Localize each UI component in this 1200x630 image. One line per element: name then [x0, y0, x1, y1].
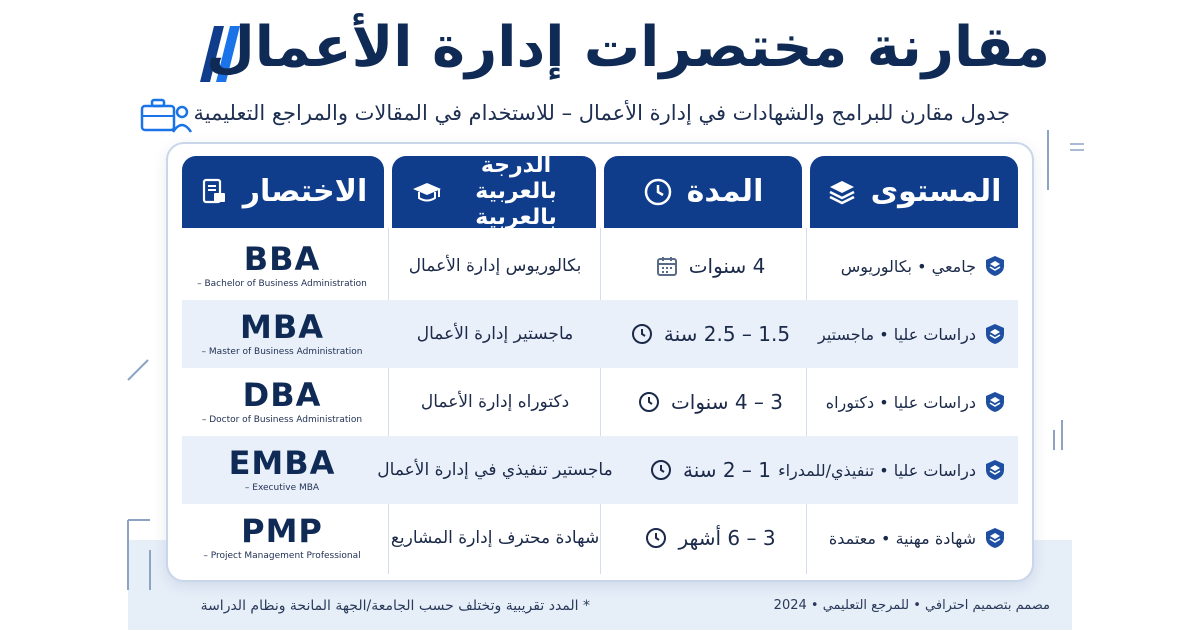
graduation-cap-icon [412, 177, 442, 207]
level-badge-icon [984, 459, 1006, 481]
table-row [182, 232, 1018, 300]
header-abbreviation [182, 156, 384, 228]
document-icon [199, 177, 229, 207]
abbreviation-full-name: – Doctor of Business Administration [201, 415, 363, 425]
level-cell [778, 436, 1018, 504]
abbreviation: PMP [241, 512, 323, 550]
level-cell [822, 232, 1018, 300]
duration-cell [608, 232, 812, 300]
header-duration-label: المدة [686, 174, 764, 209]
header-degree [392, 153, 596, 230]
duration-cell [608, 300, 812, 368]
layers-icon [827, 177, 857, 207]
decorative-lines-right [1040, 120, 1090, 460]
header-level [810, 156, 1018, 228]
level-badge-icon [984, 527, 1006, 549]
level-cell [818, 300, 1018, 368]
abbreviation: MBA [240, 308, 324, 346]
abbreviation-full-name: – Project Management Professional [203, 551, 361, 561]
duration-cell [608, 504, 812, 572]
level-text: دراسات عليا • تنفيذي/للمدراء [778, 460, 976, 480]
level-text: شهادة مهنية • معتمدة [828, 528, 976, 548]
abbreviation: EMBA [228, 444, 336, 482]
page-subtitle: جدول مقارن للبرامج والشهادات في إدارة الأعمال – للاستخدام في المقالات والمراجع التعليمية [193, 101, 1010, 125]
level-cell [822, 504, 1018, 572]
credit-line: مصمم بتصميم احترافي • للمرجع التعليمي • 2024 [773, 598, 1050, 613]
table-row [182, 300, 1018, 368]
briefcase-person-icon [140, 96, 192, 136]
header-duration [604, 156, 802, 228]
calendar-icon [655, 254, 679, 278]
abbreviation-cell [182, 504, 382, 572]
duration-text: 1 – 2 سنة [682, 458, 772, 482]
duration-text: 1.5 – 2.5 سنة [663, 322, 791, 346]
level-text: دراسات عليا • ماجستير [818, 324, 976, 344]
table-row [182, 368, 1018, 436]
abbreviation-full-name: – Bachelor of Business Administration [197, 279, 367, 289]
duration-cell [608, 368, 812, 436]
level-badge-icon [984, 323, 1006, 345]
table-row [182, 504, 1018, 572]
level-cell [822, 368, 1018, 436]
degree-cell: ماجستير إدارة الأعمال [416, 324, 574, 344]
degree-cell: ماجستير تنفيذي في إدارة الأعمال [377, 460, 613, 480]
footnote: * المدد تقريبية وتختلف حسب الجامعة/الجهة المانحة ونظام الدراسة [200, 598, 590, 614]
clock-icon [643, 177, 673, 207]
duration-text: 4 سنوات [688, 254, 766, 278]
header-degree-label: الدرجة بالعربية بالعربية [475, 153, 557, 230]
table-row [182, 436, 1018, 504]
level-text: دراسات عليا • دكتوراه [825, 392, 976, 412]
page-title: مقارنة مختصرات إدارة الأعمال [206, 15, 1050, 80]
abbreviation: DBA [242, 376, 322, 414]
abbreviation-cell [182, 300, 382, 368]
clock-icon [630, 322, 654, 346]
degree-cell: شهادة محترف إدارة المشاريع [390, 528, 600, 548]
degree-cell: دكتوراه إدارة الأعمال [420, 392, 570, 412]
clock-icon [637, 390, 661, 414]
header-level-label: المستوى [870, 174, 1002, 209]
abbreviation-full-name: – Master of Business Administration [201, 347, 363, 357]
duration-text: 3 – 4 سنوات [670, 390, 784, 414]
level-badge-icon [984, 391, 1006, 413]
abbreviation-cell [182, 232, 382, 300]
abbreviation-full-name: – Executive MBA [244, 483, 320, 493]
duration-text: 3 – 6 أشهر [678, 526, 776, 550]
abbreviation-cell [182, 436, 382, 504]
level-badge-icon [984, 255, 1006, 277]
abbreviation-cell [182, 368, 382, 436]
level-text: جامعي • بكالوريوس [840, 256, 976, 276]
degree-cell: بكالوريوس إدارة الأعمال [408, 256, 582, 276]
clock-icon [644, 526, 668, 550]
header-abbreviation-label: الاختصار [242, 174, 368, 209]
clock-icon [649, 458, 673, 482]
abbreviation: BBA [243, 240, 321, 278]
